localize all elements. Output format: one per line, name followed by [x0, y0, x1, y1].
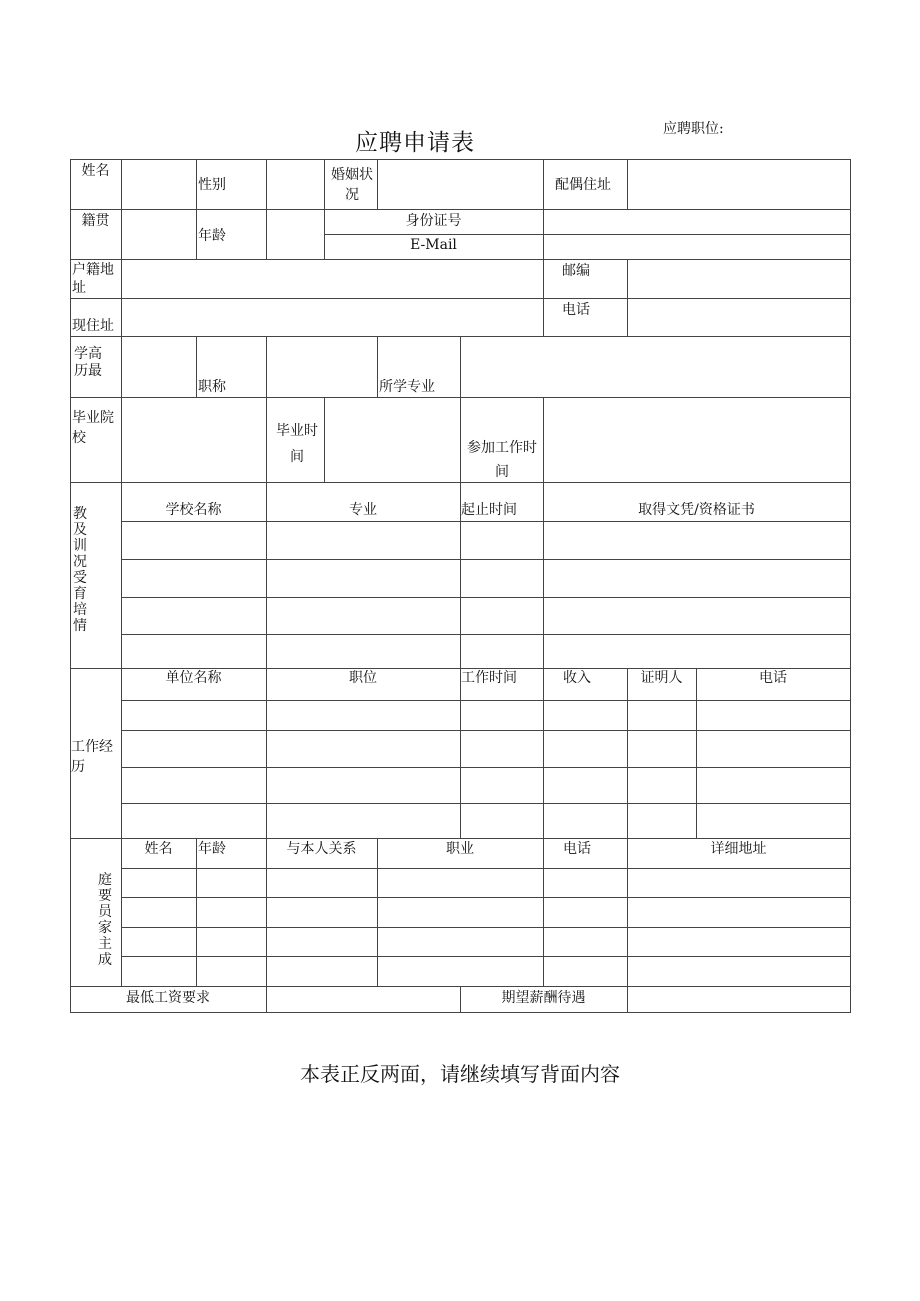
form-line: [121, 159, 122, 259]
form-line: [121, 927, 851, 928]
label-minimum-salary: 最低工资要求: [126, 990, 210, 1006]
position-label: 应聘职位:: [663, 121, 724, 137]
work-header: 证明人: [640, 670, 683, 686]
education-header: 起止时间: [461, 502, 517, 518]
family-header: 姓名: [144, 841, 173, 857]
label-title: 职称: [198, 379, 226, 395]
form-line: [70, 159, 851, 160]
label-native-place: 籍贯: [81, 213, 110, 229]
label-marital: 婚姻状况: [331, 167, 373, 203]
form-line: [121, 897, 851, 898]
work-header: 电话: [759, 670, 787, 686]
form-line: [377, 838, 378, 986]
family-header: 电话: [563, 841, 591, 857]
form-line: [460, 336, 461, 482]
form-line: [543, 838, 544, 986]
label-name: 姓名: [81, 163, 110, 179]
form-line: [121, 259, 122, 336]
family-header: 年龄: [198, 841, 226, 857]
label-email: E-Mail: [410, 237, 457, 253]
education-header: 专业: [349, 502, 377, 518]
label-school: 毕业院校: [72, 410, 114, 446]
education-section-label: 教及训况受育培情: [73, 506, 87, 634]
work-header: 收入: [563, 670, 591, 686]
form-line: [121, 868, 851, 869]
label-work-start-time: 参加工作时间: [467, 440, 537, 480]
education-header: 取得文凭/资格证书: [638, 502, 755, 518]
form-line: [121, 956, 851, 957]
label-graduation-time: 毕业时间: [276, 423, 318, 465]
form-line: [377, 159, 378, 209]
form-line: [121, 700, 851, 701]
label-major: 所学专业: [379, 379, 435, 395]
form-line: [121, 559, 851, 560]
label-current-address: 现住址: [72, 318, 114, 334]
form-line: [70, 298, 851, 299]
form-line: [121, 521, 851, 522]
label-spouse-address: 配偶住址: [555, 177, 611, 193]
label-household-address: 户籍地址: [72, 262, 114, 296]
family-header: 详细地址: [710, 841, 767, 857]
form-line: [121, 668, 122, 838]
form-line: [266, 986, 267, 1012]
page-title: 应聘申请表: [355, 130, 475, 156]
form-line: [543, 259, 544, 336]
education-header: 学校名称: [165, 502, 222, 518]
work-header: 工作时间: [461, 670, 517, 686]
form-line: [460, 668, 461, 838]
form-line: [121, 634, 851, 635]
form-line: [266, 838, 267, 986]
form-line: [324, 397, 325, 482]
label-age: 年龄: [198, 228, 226, 244]
form-line: [627, 159, 628, 209]
form-line: [70, 209, 851, 210]
form-line: [196, 336, 197, 397]
work-header: 单位名称: [165, 670, 222, 686]
form-line: [543, 397, 544, 482]
label-gender: 性别: [198, 177, 226, 193]
form-line: [70, 259, 851, 260]
form-line: [543, 668, 544, 838]
form-line: [196, 159, 197, 259]
form-line: [121, 838, 122, 986]
label-id-number: 身份证号: [405, 213, 462, 229]
family-section-label: 庭要员家主成: [98, 872, 112, 968]
form-line: [627, 259, 628, 336]
label-expected-salary: 期望薪酬待遇: [501, 990, 586, 1006]
work-section-label: 工作经历: [71, 739, 113, 775]
family-header: 职业: [446, 841, 474, 857]
form-line: [850, 159, 851, 1013]
form-line: [121, 767, 851, 768]
form-line: [121, 597, 851, 598]
label-highest-education: 学高历最: [74, 346, 102, 379]
form-line: [627, 668, 628, 838]
footer-note: 本表正反两面，请继续填写背面内容: [300, 1062, 620, 1086]
form-line: [121, 803, 851, 804]
label-phone: 电话: [562, 302, 590, 318]
form-line: [543, 159, 544, 259]
work-header: 职位: [349, 670, 377, 686]
form-line: [266, 159, 267, 259]
form-line: [266, 668, 267, 838]
form-line: [627, 838, 628, 986]
form-line: [627, 986, 628, 1012]
form-line: [377, 336, 378, 397]
form-line: [196, 838, 197, 986]
form-line: [121, 730, 851, 731]
family-header: 与本人关系: [286, 841, 357, 857]
form-line: [266, 336, 267, 482]
form-line: [696, 668, 697, 838]
label-postcode: 邮编: [562, 263, 590, 279]
form-line: [121, 336, 122, 482]
form-line: [70, 1012, 851, 1013]
